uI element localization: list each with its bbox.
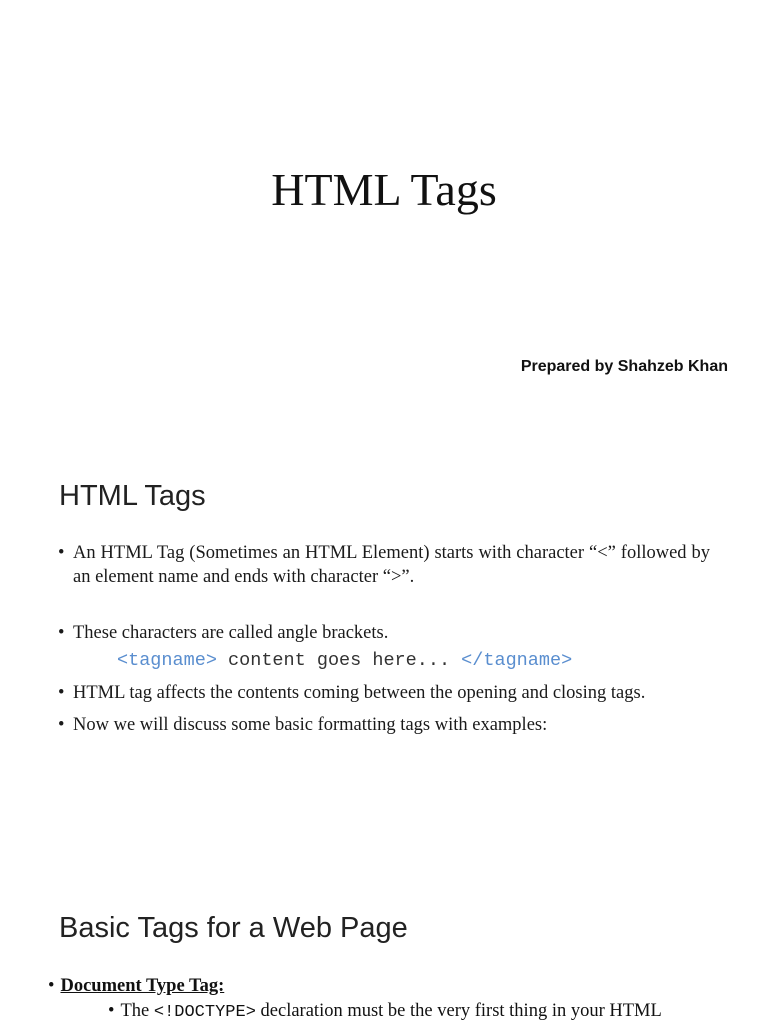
slide3-title: Basic Tags for a Web Page (59, 912, 408, 944)
slide2-title: HTML Tags (59, 480, 206, 512)
sub-prefix: The (120, 1001, 154, 1021)
bullet-tag-effect: • HTML tag affects the contents coming between the opening and closing tags. (58, 681, 710, 705)
sub-suffix: declaration must be the very first thing in your HTML (255, 1001, 662, 1021)
bullet-angle-brackets: • These characters are called angle brackets. (58, 621, 710, 645)
slide1-title: HTML Tags (271, 164, 497, 215)
bullet-tag-definition: • An HTML Tag (Sometimes an HTML Element) starts with character “<” followed by an element name and ends with character “>”. (58, 541, 710, 621)
bullet-discussion: • Now we will discuss some basic formatting tags with examples: (58, 713, 710, 737)
sub-bullet-doctype (108, 999, 768, 1025)
code-open-tag: <tagname> (117, 650, 217, 671)
author-byline: Prepared by Shahzeb Khan (520, 358, 728, 375)
code-close-tag: </tagname> (461, 650, 573, 671)
doctype-code: <!DOCTYPE> (153, 1003, 256, 1022)
slide2-bullet-list (58, 541, 710, 647)
bullet-dot: • (48, 976, 55, 996)
bullet-document-type (48, 974, 224, 998)
slide2-bullet-list-continued (58, 681, 710, 745)
code-example (117, 649, 572, 673)
code-content: content goes here... (216, 650, 462, 671)
bullet-dot: • (108, 1001, 115, 1021)
document-type-label: Document Type Tag: (60, 976, 225, 996)
